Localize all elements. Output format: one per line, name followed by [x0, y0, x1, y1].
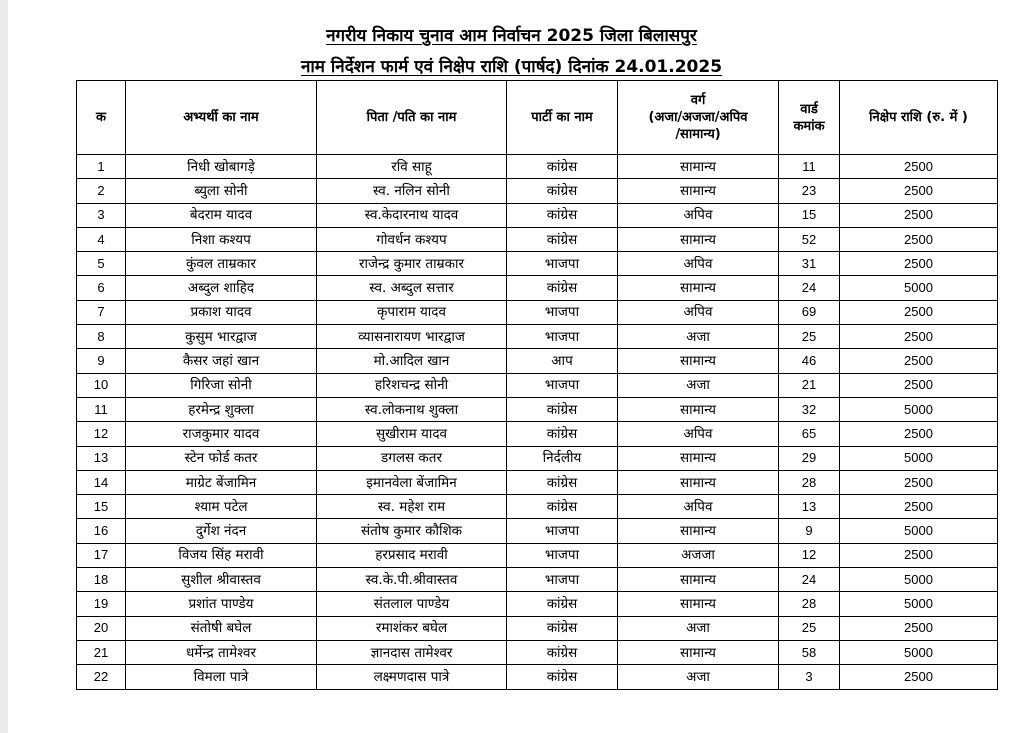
- category-cell: अजा: [618, 373, 779, 397]
- candidate-name-cell: विमला पात्रे: [126, 665, 317, 689]
- category-cell: सामान्य: [618, 397, 779, 421]
- father-name-cell: मो.आदिल खान: [317, 349, 507, 373]
- table-row: [77, 616, 998, 640]
- serial-cell: 7: [77, 300, 126, 324]
- party-cell: कांग्रेस: [507, 155, 618, 179]
- party-cell: निर्दलीय: [507, 446, 618, 470]
- header-row: [77, 81, 998, 155]
- father-name-cell: हरप्रसाद मरावी: [317, 543, 507, 567]
- category-cell: अजा: [618, 665, 779, 689]
- deposit-cell: 5000: [840, 519, 998, 543]
- table-row: [77, 470, 998, 494]
- table-body: [77, 155, 998, 690]
- header-ward-line1: वार्ड: [800, 101, 818, 117]
- category-cell: सामान्य: [618, 568, 779, 592]
- serial-cell: 9: [77, 349, 126, 373]
- header-category-line2: (अजा/अजजा/अपिव: [648, 110, 748, 125]
- ward-cell: 52: [779, 227, 840, 251]
- table-row: [77, 155, 998, 179]
- party-cell: भाजपा: [507, 373, 618, 397]
- deposit-cell: 5000: [840, 397, 998, 421]
- serial-cell: 10: [77, 373, 126, 397]
- category-cell: सामान्य: [618, 470, 779, 494]
- category-cell: अपिव: [618, 422, 779, 446]
- deposit-cell: 2500: [840, 470, 998, 494]
- table-row: [77, 325, 998, 349]
- document-title: नगरीय निकाय चुनाव आम निर्वाचन 2025 जिला बिलासपुर: [326, 26, 697, 46]
- ward-cell: 9: [779, 519, 840, 543]
- serial-cell: 16: [77, 519, 126, 543]
- category-cell: सामान्य: [618, 349, 779, 373]
- deposit-cell: 2500: [840, 616, 998, 640]
- serial-cell: 11: [77, 397, 126, 421]
- ward-cell: 12: [779, 543, 840, 567]
- ward-cell: 29: [779, 446, 840, 470]
- party-cell: भाजपा: [507, 325, 618, 349]
- candidate-name-cell: माग्रेट बेंजामिन: [126, 470, 317, 494]
- category-cell: सामान्य: [618, 640, 779, 664]
- serial-cell: 22: [77, 665, 126, 689]
- party-cell: कांग्रेस: [507, 616, 618, 640]
- candidate-name-cell: प्रशांत पाण्डेय: [126, 592, 317, 616]
- father-name-cell: इमानवेला बेंजामिन: [317, 470, 507, 494]
- deposit-cell: 2500: [840, 349, 998, 373]
- party-cell: कांग्रेस: [507, 276, 618, 300]
- table-row: [77, 252, 998, 276]
- father-name-cell: राजेन्द्र कुमार ताम्रकार: [317, 252, 507, 276]
- candidate-name-cell: निधी खोबागड़े: [126, 155, 317, 179]
- category-cell: सामान्य: [618, 179, 779, 203]
- ward-cell: 31: [779, 252, 840, 276]
- party-cell: कांग्रेस: [507, 470, 618, 494]
- ward-cell: 24: [779, 276, 840, 300]
- father-name-cell: संतोष कुमार कौशिक: [317, 519, 507, 543]
- category-cell: अजा: [618, 616, 779, 640]
- ward-cell: 69: [779, 300, 840, 324]
- father-name-cell: सुखीराम यादव: [317, 422, 507, 446]
- table-row: [77, 665, 998, 689]
- ward-cell: 21: [779, 373, 840, 397]
- party-cell: भाजपा: [507, 519, 618, 543]
- deposit-cell: 2500: [840, 422, 998, 446]
- party-cell: भाजपा: [507, 543, 618, 567]
- ward-cell: 25: [779, 616, 840, 640]
- ward-cell: 24: [779, 568, 840, 592]
- category-cell: सामान्य: [618, 519, 779, 543]
- deposit-cell: 2500: [840, 325, 998, 349]
- party-cell: कांग्रेस: [507, 203, 618, 227]
- header-category-line1: वर्ग: [690, 93, 706, 108]
- deposit-cell: 2500: [840, 179, 998, 203]
- table-row: [77, 179, 998, 203]
- deposit-cell: 2500: [840, 155, 998, 179]
- serial-cell: 20: [77, 616, 126, 640]
- deposit-cell: 2500: [840, 495, 998, 519]
- ward-cell: 25: [779, 325, 840, 349]
- header-category: [618, 81, 779, 155]
- deposit-cell: 5000: [840, 276, 998, 300]
- nomination-table: [76, 80, 998, 690]
- header-deposit: निक्षेप राशि (रु. में ): [840, 81, 998, 155]
- ward-cell: 3: [779, 665, 840, 689]
- table-row: [77, 397, 998, 421]
- deposit-cell: 2500: [840, 300, 998, 324]
- table-row: [77, 592, 998, 616]
- deposit-cell: 5000: [840, 640, 998, 664]
- candidate-name-cell: राजकुमार यादव: [126, 422, 317, 446]
- deposit-cell: 2500: [840, 227, 998, 251]
- candidate-name-cell: कुसुम भारद्वाज: [126, 325, 317, 349]
- header-candidate-name: अभ्यर्थी का नाम: [126, 81, 317, 155]
- father-name-cell: संतलाल पाण्डेय: [317, 592, 507, 616]
- party-cell: कांग्रेस: [507, 592, 618, 616]
- title-line-2-wrap: [0, 57, 1023, 77]
- ward-cell: 65: [779, 422, 840, 446]
- father-name-cell: गोवर्धन कश्यप: [317, 227, 507, 251]
- father-name-cell: स्व.लोकनाथ शुक्ला: [317, 397, 507, 421]
- candidate-name-cell: प्रकाश यादव: [126, 300, 317, 324]
- table-row: [77, 349, 998, 373]
- category-cell: अजा: [618, 325, 779, 349]
- title-line-1-wrap: [0, 26, 1023, 46]
- father-name-cell: ज्ञानदास तामेश्वर: [317, 640, 507, 664]
- candidate-name-cell: सुशील श्रीवास्तव: [126, 568, 317, 592]
- page-edge: [0, 0, 8, 733]
- serial-cell: 2: [77, 179, 126, 203]
- table-row: [77, 227, 998, 251]
- table-row: [77, 276, 998, 300]
- serial-cell: 13: [77, 446, 126, 470]
- table-row: [77, 568, 998, 592]
- father-name-cell: हरिशचन्द्र सोनी: [317, 373, 507, 397]
- ward-cell: 13: [779, 495, 840, 519]
- table-row: [77, 446, 998, 470]
- serial-cell: 21: [77, 640, 126, 664]
- category-cell: अपिव: [618, 203, 779, 227]
- father-name-cell: कृपाराम यादव: [317, 300, 507, 324]
- category-cell: सामान्य: [618, 276, 779, 300]
- party-cell: कांग्रेस: [507, 495, 618, 519]
- party-cell: कांग्रेस: [507, 397, 618, 421]
- candidate-name-cell: हरमेन्द्र शुक्ला: [126, 397, 317, 421]
- candidate-name-cell: संतोषी बघेल: [126, 616, 317, 640]
- serial-cell: 5: [77, 252, 126, 276]
- deposit-cell: 5000: [840, 592, 998, 616]
- serial-cell: 15: [77, 495, 126, 519]
- header-category-line3: /सामान्य): [675, 127, 721, 142]
- ward-cell: 28: [779, 592, 840, 616]
- candidate-name-cell: गिरिजा सोनी: [126, 373, 317, 397]
- party-cell: भाजपा: [507, 568, 618, 592]
- header-father-name: पिता /पति का नाम: [317, 81, 507, 155]
- serial-cell: 1: [77, 155, 126, 179]
- table-row: [77, 495, 998, 519]
- party-cell: कांग्रेस: [507, 422, 618, 446]
- ward-cell: 15: [779, 203, 840, 227]
- header-ward: [779, 81, 840, 155]
- category-cell: अपिव: [618, 300, 779, 324]
- serial-cell: 19: [77, 592, 126, 616]
- deposit-cell: 5000: [840, 568, 998, 592]
- serial-cell: 4: [77, 227, 126, 251]
- category-cell: अजजा: [618, 543, 779, 567]
- category-cell: सामान्य: [618, 592, 779, 616]
- serial-cell: 14: [77, 470, 126, 494]
- category-cell: अपिव: [618, 495, 779, 519]
- ward-cell: 32: [779, 397, 840, 421]
- party-cell: कांग्रेस: [507, 227, 618, 251]
- serial-cell: 6: [77, 276, 126, 300]
- father-name-cell: स्व. नलिन सोनी: [317, 179, 507, 203]
- table-row: [77, 300, 998, 324]
- father-name-cell: लक्ष्मणदास पात्रे: [317, 665, 507, 689]
- candidate-name-cell: कैसर जहां खान: [126, 349, 317, 373]
- party-cell: भाजपा: [507, 300, 618, 324]
- deposit-cell: 2500: [840, 203, 998, 227]
- category-cell: अपिव: [618, 252, 779, 276]
- candidate-name-cell: अब्दुल शाहिद: [126, 276, 317, 300]
- category-cell: सामान्य: [618, 446, 779, 470]
- document-subtitle: नाम निर्देशन फार्म एवं निक्षेप राशि (पार्षद) दिनांक 24.01.2025: [300, 57, 723, 77]
- candidate-name-cell: धर्मेन्द्र तामेश्वर: [126, 640, 317, 664]
- party-cell: कांग्रेस: [507, 640, 618, 664]
- ward-cell: 46: [779, 349, 840, 373]
- candidate-name-cell: श्याम पटेल: [126, 495, 317, 519]
- party-cell: भाजपा: [507, 252, 618, 276]
- candidate-name-cell: कुंवल ताम्रकार: [126, 252, 317, 276]
- father-name-cell: स्व. अब्दुल सत्तार: [317, 276, 507, 300]
- party-cell: कांग्रेस: [507, 665, 618, 689]
- table-row: [77, 543, 998, 567]
- header-party: पार्टी का नाम: [507, 81, 618, 155]
- father-name-cell: स्व. महेश राम: [317, 495, 507, 519]
- candidate-name-cell: विजय सिंह मरावी: [126, 543, 317, 567]
- father-name-cell: स्व.के.पी.श्रीवास्तव: [317, 568, 507, 592]
- father-name-cell: व्यासनारायण भारद्वाज: [317, 325, 507, 349]
- table-row: [77, 640, 998, 664]
- table-row: [77, 422, 998, 446]
- father-name-cell: रवि साहू: [317, 155, 507, 179]
- father-name-cell: रमाशंकर बघेल: [317, 616, 507, 640]
- header-serial: क: [77, 81, 126, 155]
- table-row: [77, 203, 998, 227]
- category-cell: सामान्य: [618, 155, 779, 179]
- ward-cell: 23: [779, 179, 840, 203]
- serial-cell: 3: [77, 203, 126, 227]
- serial-cell: 12: [77, 422, 126, 446]
- party-cell: आप: [507, 349, 618, 373]
- father-name-cell: डगलस कतर: [317, 446, 507, 470]
- candidate-name-cell: बेदराम यादव: [126, 203, 317, 227]
- deposit-cell: 2500: [840, 543, 998, 567]
- deposit-cell: 2500: [840, 252, 998, 276]
- father-name-cell: स्व.केदारनाथ यादव: [317, 203, 507, 227]
- serial-cell: 17: [77, 543, 126, 567]
- table-row: [77, 373, 998, 397]
- deposit-cell: 2500: [840, 665, 998, 689]
- deposit-cell: 2500: [840, 373, 998, 397]
- category-cell: सामान्य: [618, 227, 779, 251]
- candidate-name-cell: निशा कश्यप: [126, 227, 317, 251]
- ward-cell: 28: [779, 470, 840, 494]
- serial-cell: 8: [77, 325, 126, 349]
- candidate-name-cell: ब्युला सोनी: [126, 179, 317, 203]
- candidate-name-cell: स्टेन फोर्ड कतर: [126, 446, 317, 470]
- ward-cell: 58: [779, 640, 840, 664]
- candidate-name-cell: दुर्गेश नंदन: [126, 519, 317, 543]
- serial-cell: 18: [77, 568, 126, 592]
- header-ward-line2: कमांक: [793, 118, 825, 134]
- party-cell: कांग्रेस: [507, 179, 618, 203]
- ward-cell: 11: [779, 155, 840, 179]
- deposit-cell: 5000: [840, 446, 998, 470]
- table-row: [77, 519, 998, 543]
